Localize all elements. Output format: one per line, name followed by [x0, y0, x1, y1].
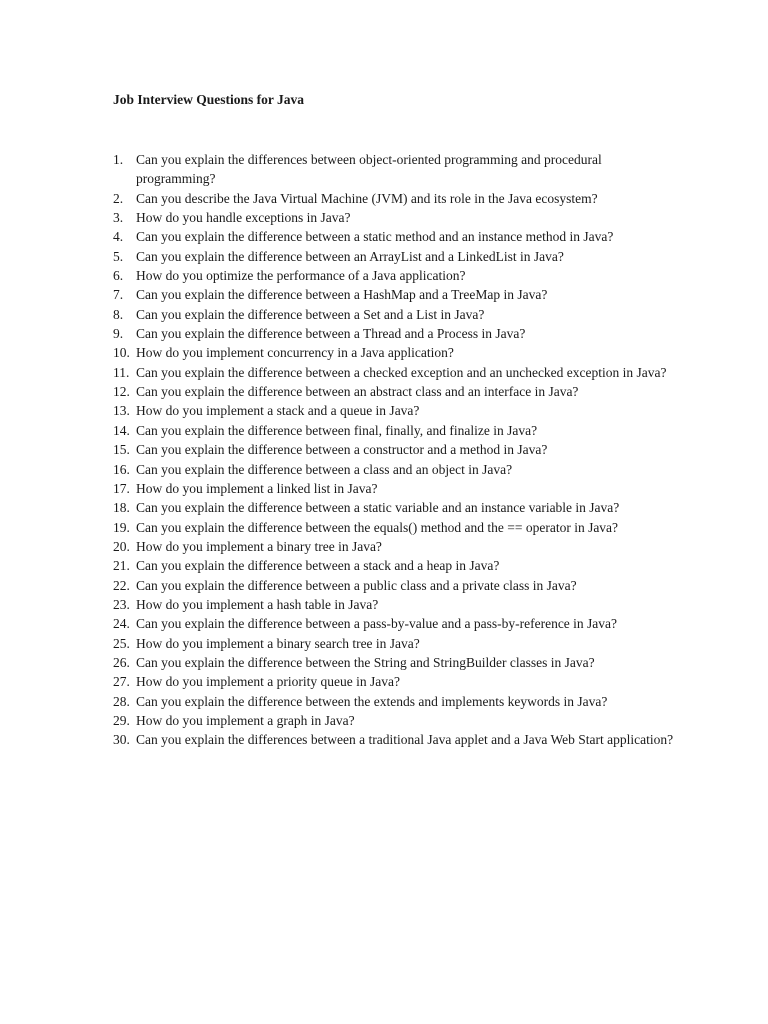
- question-item: [113, 672, 683, 691]
- question-number: 20.: [113, 538, 130, 554]
- question-number: 24.: [113, 616, 130, 632]
- question-text: Can you explain the difference between an ArrayList and a LinkedList in Java?: [136, 248, 564, 264]
- question-number: 12.: [113, 384, 130, 400]
- question-item: [113, 518, 683, 537]
- question-text: How do you implement a binary search tree in Java?: [136, 635, 420, 651]
- question-item: [113, 227, 683, 246]
- question-text: How do you implement a linked list in Java?: [136, 480, 378, 496]
- question-number: 19.: [113, 519, 130, 535]
- question-number: 5.: [113, 248, 124, 264]
- question-number: 3.: [113, 210, 124, 226]
- question-item: [113, 595, 683, 614]
- question-item: [113, 285, 683, 304]
- question-item: [113, 479, 683, 498]
- question-text: Can you explain the difference between a static method and an instance method in Java?: [136, 229, 614, 245]
- question-item: [113, 382, 683, 401]
- question-number: 29.: [113, 712, 130, 728]
- question-number: 17.: [113, 480, 130, 496]
- question-number: 7.: [113, 287, 124, 303]
- question-list: [113, 150, 683, 750]
- question-text: Can you explain the difference between a constructor and a method in Java?: [136, 442, 548, 458]
- question-item: [113, 692, 683, 711]
- question-item: [113, 498, 683, 517]
- question-number: 4.: [113, 229, 124, 245]
- question-text: Can you explain the difference between a HashMap and a TreeMap in Java?: [136, 287, 548, 303]
- question-item: [113, 711, 683, 730]
- question-text: Can you explain the difference between the equals() method and the == operator in Java?: [136, 519, 619, 535]
- question-text: How do you implement a binary tree in Java?: [136, 538, 382, 554]
- question-text: Can you explain the difference between the String and StringBuilder classes in Java?: [136, 654, 595, 670]
- question-number: 21.: [113, 558, 130, 574]
- question-item: [113, 343, 683, 362]
- question-number: 11.: [113, 364, 130, 380]
- question-number: 6.: [113, 268, 124, 284]
- question-item: [113, 247, 683, 266]
- question-text: How do you implement a priority queue in Java?: [136, 674, 400, 690]
- question-number: 22.: [113, 577, 130, 593]
- question-item: [113, 653, 683, 672]
- question-item: [113, 363, 683, 382]
- question-text: How do you optimize the performance of a Java application?: [136, 268, 466, 284]
- question-text: How do you implement concurrency in a Java application?: [136, 345, 454, 361]
- question-text: Can you explain the difference between a class and an object in Java?: [136, 461, 513, 477]
- question-text: Can you explain the difference between a static variable and an instance variable in Java?: [136, 500, 620, 516]
- question-item: [113, 324, 683, 343]
- question-item: [113, 266, 683, 285]
- question-number: 27.: [113, 674, 130, 690]
- question-number: 15.: [113, 442, 130, 458]
- question-number: 9.: [113, 326, 124, 342]
- question-item: [113, 401, 683, 420]
- question-text: How do you handle exceptions in Java?: [136, 210, 351, 226]
- question-number: 18.: [113, 500, 130, 516]
- question-item: [113, 208, 683, 227]
- question-text: Can you explain the difference between a checked exception and an unchecked exception in Java?: [136, 364, 667, 380]
- question-item: [113, 189, 683, 208]
- question-text: How do you implement a stack and a queue in Java?: [136, 403, 420, 419]
- question-number: 13.: [113, 403, 130, 419]
- question-item: [113, 150, 683, 189]
- question-text: Can you explain the difference between final, finally, and finalize in Java?: [136, 422, 538, 438]
- question-text: How do you implement a hash table in Java?: [136, 596, 379, 612]
- question-number: 16.: [113, 461, 130, 477]
- question-number: 10.: [113, 345, 130, 361]
- question-text: Can you explain the differences between object-oriented programming and procedural programming?: [136, 152, 602, 187]
- question-number: 14.: [113, 422, 130, 438]
- question-text: Can you describe the Java Virtual Machine (JVM) and its role in the Java ecosystem?: [136, 190, 598, 206]
- question-text: Can you explain the difference between a pass-by-value and a pass-by-reference in Java?: [136, 616, 618, 632]
- question-text: Can you explain the difference between a public class and a private class in Java?: [136, 577, 577, 593]
- question-number: 8.: [113, 306, 124, 322]
- question-number: 2.: [113, 190, 124, 206]
- question-number: 25.: [113, 635, 130, 651]
- question-number: 1.: [113, 152, 124, 167]
- question-item: [113, 537, 683, 556]
- question-text: How do you implement a graph in Java?: [136, 712, 355, 728]
- question-text: Can you explain the difference between a Set and a List in Java?: [136, 306, 485, 322]
- question-item: [113, 634, 683, 653]
- question-text: Can you explain the difference between the extends and implements keywords in Java?: [136, 693, 608, 709]
- question-text: Can you explain the difference between a stack and a heap in Java?: [136, 558, 500, 574]
- question-number: 23.: [113, 596, 130, 612]
- question-item: [113, 305, 683, 324]
- question-number: 30.: [113, 732, 130, 748]
- question-item: [113, 730, 683, 749]
- document-title: Job Interview Questions for Java: [113, 92, 304, 107]
- question-text: Can you explain the difference between an abstract class and an interface in Java?: [136, 384, 579, 400]
- question-item: [113, 614, 683, 633]
- question-number: 28.: [113, 693, 130, 709]
- question-item: [113, 576, 683, 595]
- question-item: [113, 421, 683, 440]
- question-text: Can you explain the differences between a traditional Java applet and a Java Web Start application?: [136, 732, 674, 748]
- question-item: [113, 440, 683, 459]
- question-text: Can you explain the difference between a Thread and a Process in Java?: [136, 326, 526, 342]
- question-number: 26.: [113, 654, 130, 670]
- question-item: [113, 460, 683, 479]
- question-item: [113, 556, 683, 575]
